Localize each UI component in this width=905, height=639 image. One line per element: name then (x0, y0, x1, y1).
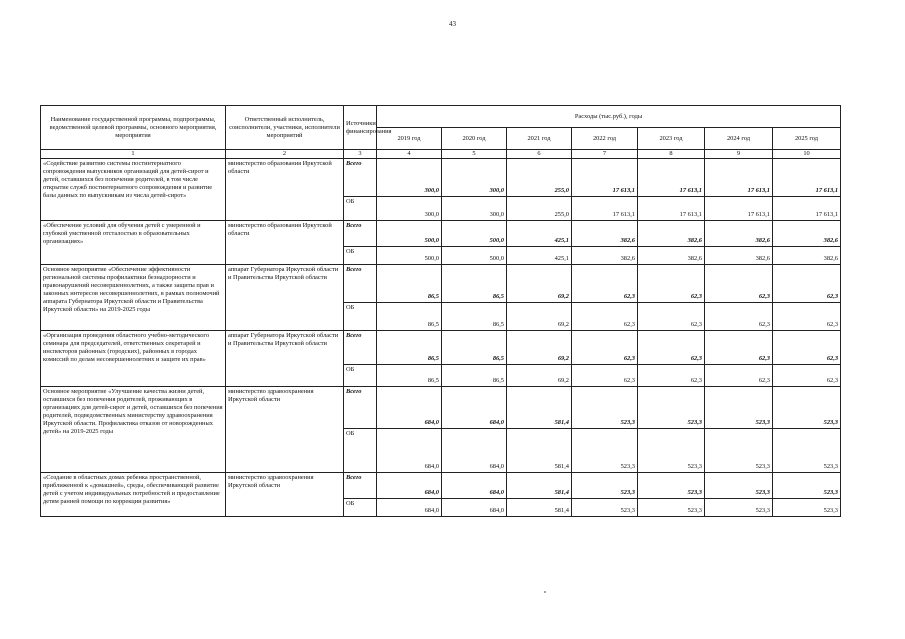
ob-value: 300,0 (442, 197, 507, 221)
ob-value: 86,5 (377, 365, 442, 387)
total-value: 684,0 (377, 473, 442, 499)
row-responsible: министерство здравоохранения Иркутской области (226, 473, 344, 517)
total-value: 523,3 (705, 387, 773, 429)
total-value: 523,3 (638, 387, 705, 429)
scan-speck (544, 591, 546, 593)
total-value: 300,0 (442, 159, 507, 197)
source-total-label: Всего (344, 159, 377, 197)
total-value: 523,3 (572, 473, 638, 499)
ob-value: 62,3 (572, 365, 638, 387)
ob-value: 382,6 (572, 247, 638, 265)
ob-value: 17 613,1 (773, 197, 841, 221)
total-value: 86,5 (442, 265, 507, 303)
total-value: 62,3 (705, 265, 773, 303)
total-value: 684,0 (442, 473, 507, 499)
table-row (41, 265, 841, 303)
total-value: 86,5 (377, 265, 442, 303)
header-source: Источники финансирования (344, 106, 377, 150)
ob-value: 62,3 (773, 303, 841, 331)
ob-value: 382,6 (773, 247, 841, 265)
column-number: 2 (226, 150, 344, 159)
ob-value: 62,3 (705, 365, 773, 387)
total-value: 17 613,1 (705, 159, 773, 197)
header-year: 2020 год (442, 128, 507, 150)
ob-value: 581,4 (507, 429, 572, 473)
total-value: 62,3 (705, 331, 773, 365)
ob-value: 69,2 (507, 365, 572, 387)
total-value: 300,0 (377, 159, 442, 197)
source-ob-label: ОБ (344, 303, 377, 331)
column-number: 10 (773, 150, 841, 159)
table-row (41, 159, 841, 197)
ob-value: 62,3 (572, 303, 638, 331)
source-ob-label: ОБ (344, 499, 377, 517)
ob-value: 684,0 (377, 499, 442, 517)
ob-value: 62,3 (638, 365, 705, 387)
total-value: 523,3 (773, 387, 841, 429)
row-responsible: министерство образования Иркутской области (226, 159, 344, 221)
column-number: 4 (377, 150, 442, 159)
source-ob-label: ОБ (344, 247, 377, 265)
ob-value: 684,0 (442, 429, 507, 473)
total-value: 523,3 (572, 387, 638, 429)
header-year: 2025 год (773, 128, 841, 150)
total-value: 62,3 (638, 331, 705, 365)
row-name: «Создание в областных домах ребенка пространственной, приближенной к «домашней», среды, обеспечивающей развитие детей с учетом индивидуальных потребностей и предоставление детям ранней помощи по коррекции развития» (41, 473, 226, 517)
total-value: 69,2 (507, 331, 572, 365)
ob-value: 425,1 (507, 247, 572, 265)
table-body (41, 159, 841, 517)
column-number: 8 (638, 150, 705, 159)
total-value: 684,0 (442, 387, 507, 429)
total-value: 382,6 (773, 221, 841, 247)
row-name: Основное мероприятие «Обеспечение эффективности региональной системы профилактики безнадзорности и правонарушений несовершеннолетних, а также защиты прав и законных интересов несовершеннолетних, в рамках полномочий аппарата Губернатора Иркутской области и Правительства Иркутской области» на 2019-2025 годы (41, 265, 226, 331)
column-number: 3 (344, 150, 377, 159)
ob-value: 523,3 (572, 429, 638, 473)
ob-value: 523,3 (638, 429, 705, 473)
total-value: 86,5 (377, 331, 442, 365)
table-row (41, 387, 841, 429)
ob-value: 581,4 (507, 499, 572, 517)
table-row (41, 221, 841, 247)
ob-value: 17 613,1 (572, 197, 638, 221)
ob-value: 86,5 (442, 303, 507, 331)
total-value: 523,3 (638, 473, 705, 499)
total-value: 62,3 (638, 265, 705, 303)
table-row (41, 473, 841, 499)
column-number: 6 (507, 150, 572, 159)
row-responsible: министерство здравоохранения Иркутской области (226, 387, 344, 473)
total-value: 62,3 (773, 265, 841, 303)
source-total-label: Всего (344, 331, 377, 365)
row-name: «Организация проведения областного учебно-методического семинара для председателей, ответственных секретарей и инспекторов районных (городских), районных в городах комиссий по делам несовершеннолетних и защите их прав» (41, 331, 226, 387)
total-value: 382,6 (572, 221, 638, 247)
ob-value: 69,2 (507, 303, 572, 331)
ob-value: 255,0 (507, 197, 572, 221)
total-value: 581,4 (507, 387, 572, 429)
ob-value: 62,3 (638, 303, 705, 331)
header-year: 2024 год (705, 128, 773, 150)
header-name: Наименование государственной программы, подпрограммы, ведомственной целевой программы, основного мероприятия, мероприятия (41, 106, 226, 150)
source-ob-label: ОБ (344, 429, 377, 473)
total-value: 500,0 (442, 221, 507, 247)
total-value: 500,0 (377, 221, 442, 247)
ob-value: 523,3 (705, 499, 773, 517)
total-value: 17 613,1 (773, 159, 841, 197)
total-value: 86,5 (442, 331, 507, 365)
total-value: 523,3 (773, 473, 841, 499)
ob-value: 17 613,1 (638, 197, 705, 221)
total-value: 62,3 (572, 331, 638, 365)
row-responsible: аппарат Губернатора Иркутской области и Правительства Иркутской области (226, 265, 344, 331)
source-total-label: Всего (344, 221, 377, 247)
row-name: «Содействие развитию системы постинтернатного сопровождения выпускников организаций для детей-сирот и детей, оставшихся без попечения родителей, в том числе открытие служб постинтернатного сопровождения и развитие базы данных по выпускникам из числа детей-сирот» (41, 159, 226, 221)
ob-value: 62,3 (705, 303, 773, 331)
row-responsible: министерство образования Иркутской области (226, 221, 344, 265)
total-value: 69,2 (507, 265, 572, 303)
total-value: 523,3 (705, 473, 773, 499)
ob-value: 523,3 (773, 429, 841, 473)
header-expenses: Расходы (тыс.руб.), годы (377, 106, 841, 128)
ob-value: 523,3 (705, 429, 773, 473)
column-number: 9 (705, 150, 773, 159)
ob-value: 523,3 (773, 499, 841, 517)
header-year: 2023 год (638, 128, 705, 150)
total-value: 62,3 (773, 331, 841, 365)
ob-value: 86,5 (442, 365, 507, 387)
expenses-table (40, 105, 841, 517)
row-name: «Обеспечение условий для обучения детей с умеренной и глубокой умственной отсталостью в образовательных организациях» (41, 221, 226, 265)
page-number: 43 (449, 20, 456, 28)
ob-value: 684,0 (442, 499, 507, 517)
ob-value: 62,3 (773, 365, 841, 387)
source-ob-label: ОБ (344, 197, 377, 221)
source-total-label: Всего (344, 387, 377, 429)
ob-value: 523,3 (572, 499, 638, 517)
header-year: 2022 год (572, 128, 638, 150)
header-responsible: Ответственный исполнитель, соисполнители, участники, исполнители мероприятий (226, 106, 344, 150)
ob-value: 382,6 (638, 247, 705, 265)
total-value: 382,6 (705, 221, 773, 247)
row-responsible: аппарат Губернатора Иркутской области и Правительства Иркутской области (226, 331, 344, 387)
source-total-label: Всего (344, 473, 377, 499)
ob-value: 300,0 (377, 197, 442, 221)
total-value: 581,4 (507, 473, 572, 499)
row-name: Основное мероприятие «Улучшение качества жизни детей, оставшихся без попечения родителей, проживающих в организациях для детей-сирот и детей, оставшихся без попечения родителей, подведомственных министерству здравоохранения Иркутской области. Профилактика отказов от новорожденных детей» на 2019-2025 годы (41, 387, 226, 473)
ob-value: 500,0 (442, 247, 507, 265)
total-value: 17 613,1 (638, 159, 705, 197)
column-number: 5 (442, 150, 507, 159)
ob-value: 17 613,1 (705, 197, 773, 221)
ob-value: 382,6 (705, 247, 773, 265)
total-value: 255,0 (507, 159, 572, 197)
total-value: 382,6 (638, 221, 705, 247)
column-number: 1 (41, 150, 226, 159)
column-number: 7 (572, 150, 638, 159)
table-row (41, 331, 841, 365)
ob-value: 523,3 (638, 499, 705, 517)
source-ob-label: ОБ (344, 365, 377, 387)
total-value: 684,0 (377, 387, 442, 429)
ob-value: 684,0 (377, 429, 442, 473)
ob-value: 500,0 (377, 247, 442, 265)
header-year: 2021 год (507, 128, 572, 150)
total-value: 425,1 (507, 221, 572, 247)
source-total-label: Всего (344, 265, 377, 303)
header-year: 2019 год (377, 128, 442, 150)
total-value: 62,3 (572, 265, 638, 303)
total-value: 17 613,1 (572, 159, 638, 197)
ob-value: 86,5 (377, 303, 442, 331)
header-column-numbers (41, 150, 841, 159)
